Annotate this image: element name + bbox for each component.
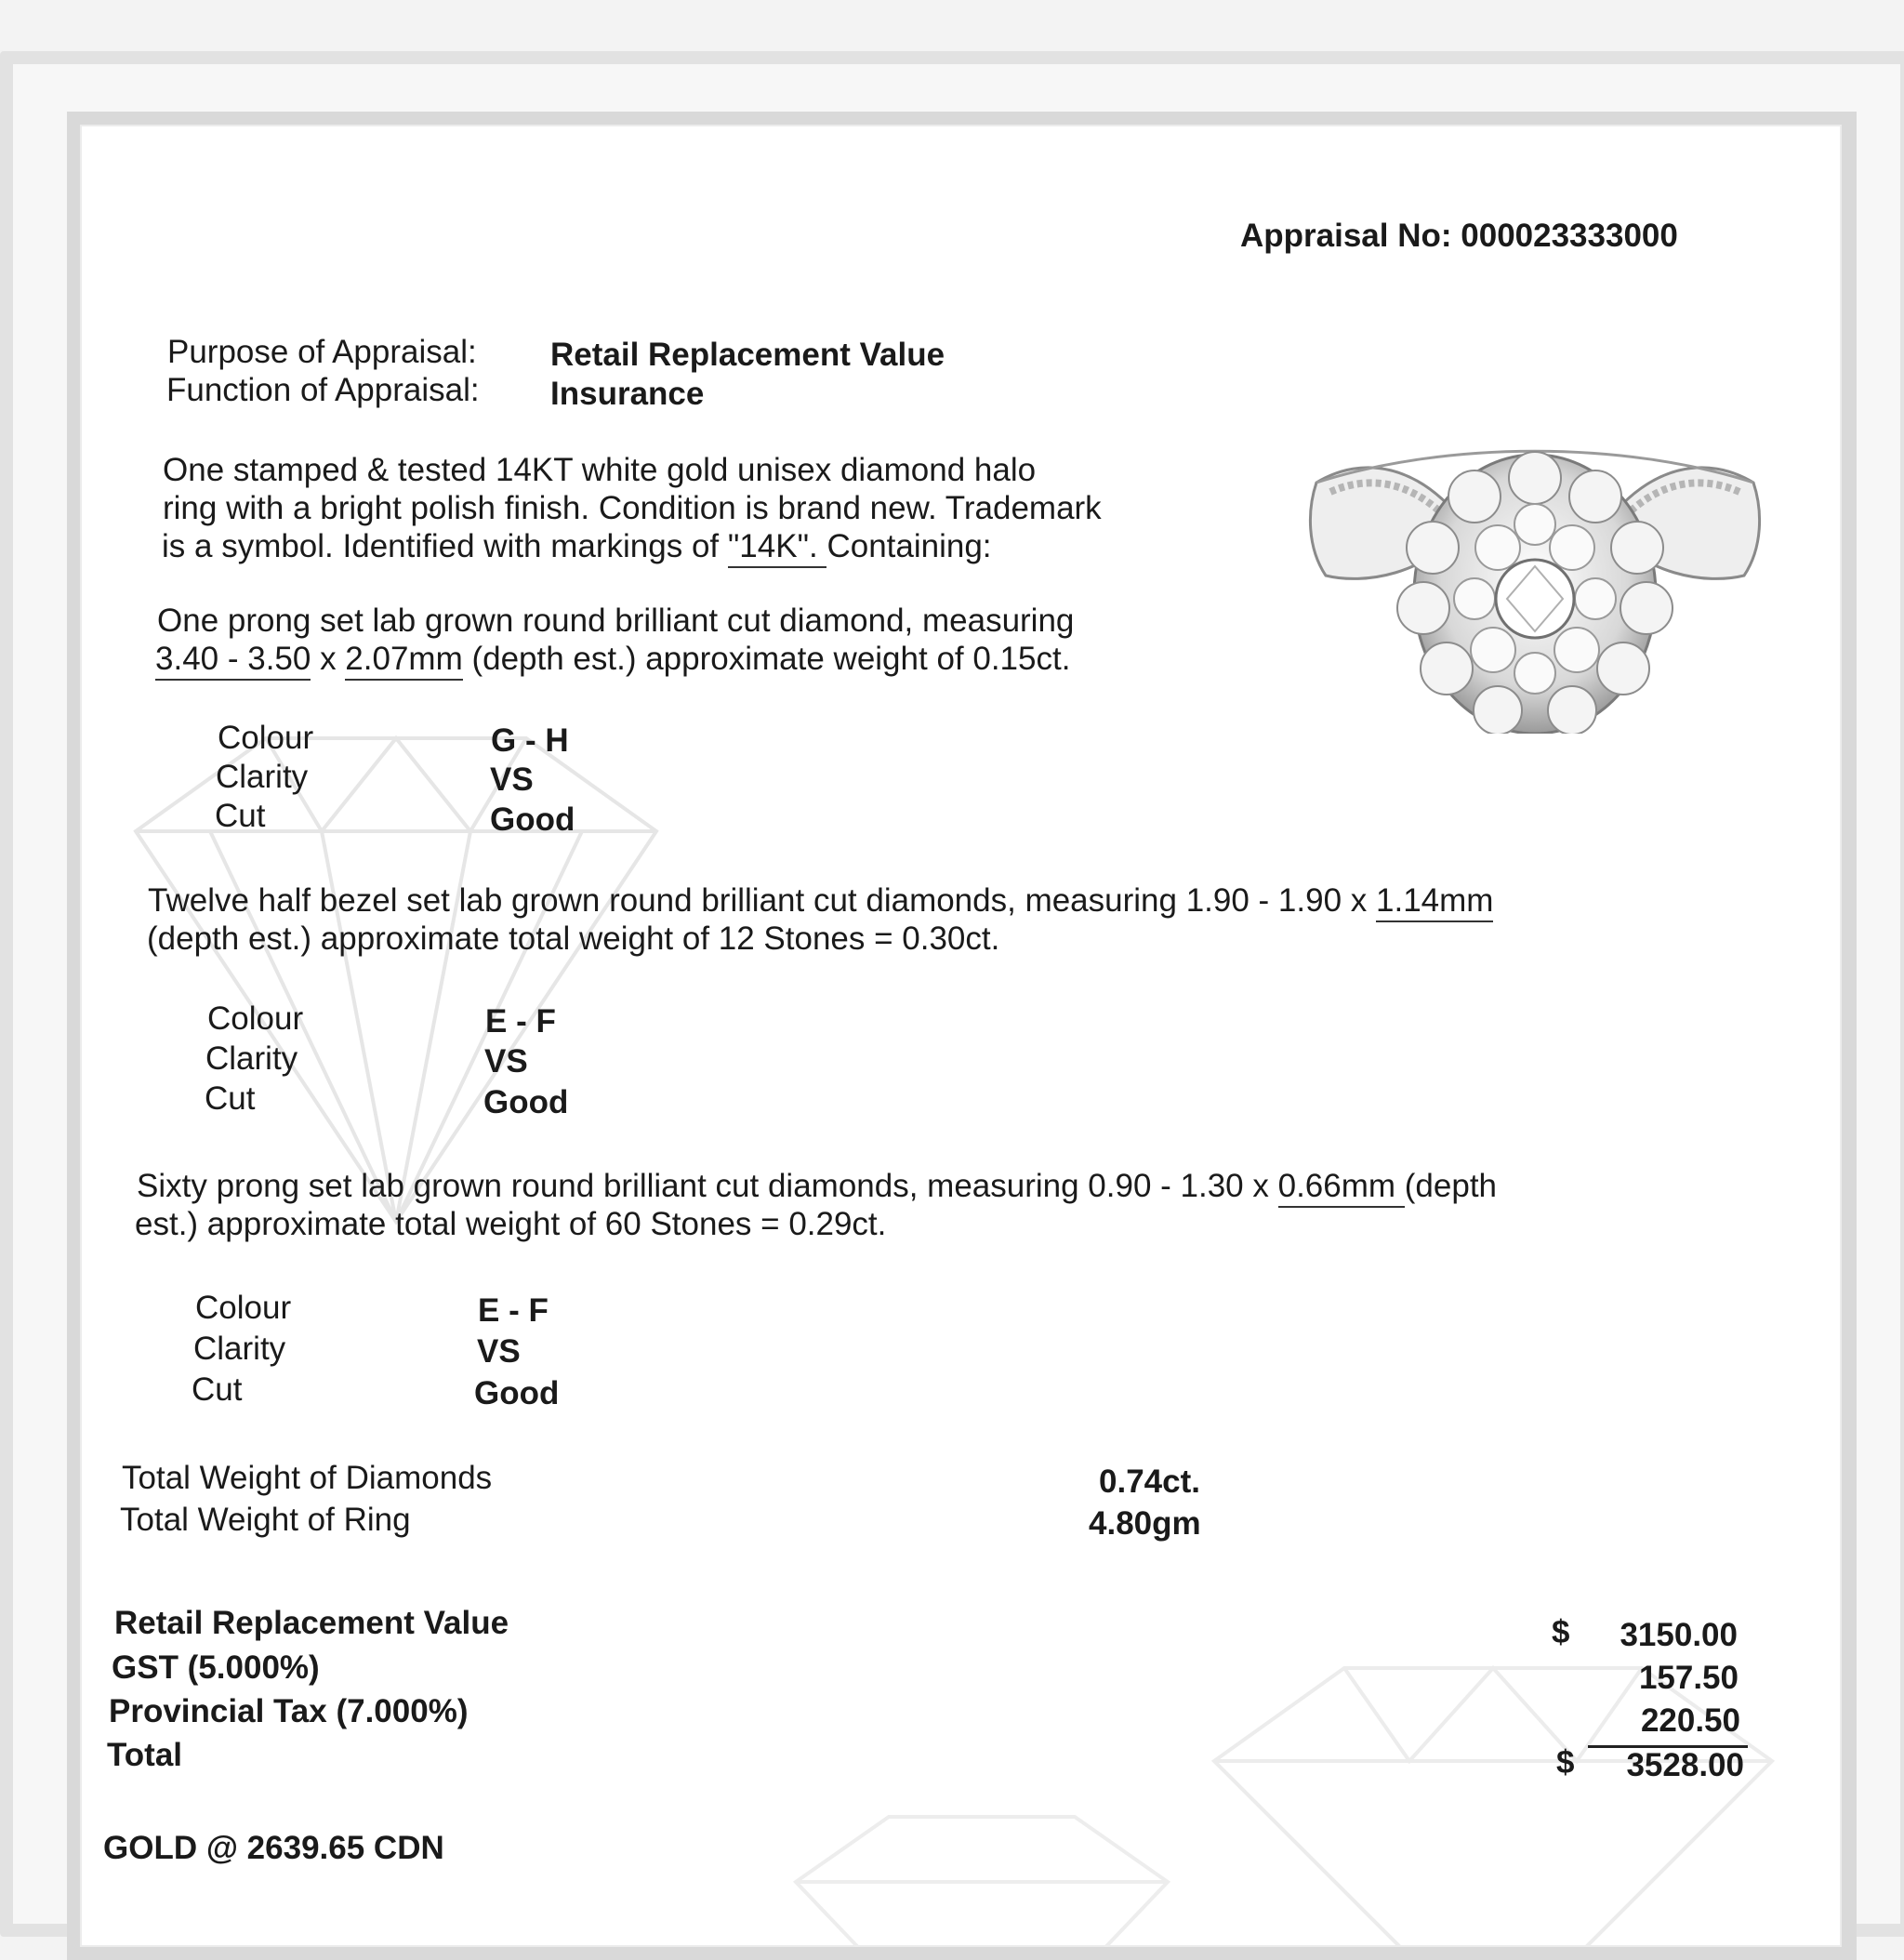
pst-value: 220.50	[1640, 1702, 1740, 1739]
stone1-rest: (depth est.) approximate weight of 0.15ct.	[462, 641, 1071, 677]
description-line-1: One stamped & tested 14KT white gold unisex diamond halo	[163, 452, 1037, 488]
appraisal-page	[67, 112, 1857, 1960]
stone3-line-1a: Sixty prong set lab grown round brilliant cut diamonds, measuring 0.90 - 1.30 x	[137, 1168, 1278, 1204]
stone2-line-1	[148, 882, 1493, 920]
appraisal-number: Appraisal No: 000023333000	[1240, 218, 1678, 254]
stone2-cut-value: Good	[483, 1084, 569, 1120]
stone3-line-1c: (depth	[1404, 1168, 1498, 1204]
stone1-cut-value: Good	[490, 801, 575, 838]
total-diamonds-label: Total Weight of Diamonds	[122, 1460, 493, 1496]
stone2-clarity-label: Clarity	[205, 1040, 298, 1077]
stone1-cut-label: Cut	[215, 798, 266, 834]
rrv-value: 3150.00	[1620, 1617, 1738, 1653]
description-line-2: ring with a bright polish finish. Condition is brand new. Trademark	[163, 490, 1102, 526]
stone3-cut-label: Cut	[192, 1371, 243, 1408]
stone1-x: x	[311, 641, 346, 677]
stone3-clarity-value: VS	[477, 1333, 521, 1370]
stone1-colour-label: Colour	[218, 720, 314, 756]
stone2-colour-label: Colour	[207, 1000, 304, 1037]
stone1-colour-value: G - H	[491, 722, 569, 759]
stone2-line-1a: Twelve half bezel set lab grown round brilliant cut diamonds, measuring 1.90 - 1.90 x	[148, 882, 1376, 919]
stone3-colour-label: Colour	[195, 1290, 292, 1326]
stone1-clarity-label: Clarity	[216, 759, 309, 795]
stone2-line-2: (depth est.) approximate total weight of 12 Stones = 0.30ct.	[147, 920, 1000, 957]
stone1-line-1: One prong set lab grown round brilliant cut diamond, measuring	[157, 603, 1075, 639]
gold-price: GOLD @ 2639.65 CDN	[103, 1830, 444, 1866]
description-line-3c: Containing:	[826, 528, 992, 564]
stone3-cut-value: Good	[474, 1375, 560, 1411]
function-label: Function of Appraisal:	[166, 372, 480, 408]
total-ring-label: Total Weight of Ring	[120, 1502, 411, 1538]
description-line-3a: is a symbol. Identified with markings of	[162, 528, 728, 564]
stone3-clarity-label: Clarity	[193, 1331, 286, 1367]
marking-14k: "14K".	[728, 528, 827, 568]
stone3-line-2: est.) approximate total weight of 60 Stones = 0.29ct.	[135, 1206, 887, 1242]
diamond-watermark-left	[61, 720, 731, 1240]
stone1-depth: 2.07mm	[345, 641, 462, 681]
stone3-line-1	[137, 1168, 1497, 1205]
stone2-depth: 1.14mm	[1376, 882, 1493, 922]
stone3-colour-value: E - F	[478, 1292, 549, 1329]
rrv-label: Retail Replacement Value	[114, 1605, 509, 1641]
function-value: Insurance	[550, 376, 705, 412]
pst-label: Provincial Tax (7.000%)	[109, 1693, 469, 1729]
stone3-depth: 0.66mm	[1278, 1168, 1405, 1208]
total-currency: $	[1556, 1744, 1575, 1781]
total-diamonds-value: 0.74ct.	[1099, 1463, 1200, 1500]
diamond-watermark-bottom	[768, 1798, 1196, 1947]
description-line-3	[162, 528, 992, 565]
stone2-colour-value: E - F	[485, 1003, 556, 1040]
stone1-line-2	[155, 641, 1070, 678]
gst-value: 157.50	[1638, 1660, 1739, 1696]
purpose-label: Purpose of Appraisal:	[167, 334, 477, 370]
total-ring-value: 4.80gm	[1089, 1505, 1201, 1542]
stone1-measurement: 3.40 - 3.50	[155, 641, 311, 681]
total-value: 3528.00	[1626, 1747, 1744, 1783]
rrv-currency: $	[1552, 1614, 1570, 1650]
purpose-value: Retail Replacement Value	[550, 337, 945, 373]
gst-label: GST (5.000%)	[112, 1649, 320, 1686]
stone2-cut-label: Cut	[205, 1080, 256, 1117]
stone1-clarity-value: VS	[490, 761, 534, 798]
total-label: Total	[107, 1737, 183, 1773]
ring-photo	[1307, 436, 1763, 734]
stone2-clarity-value: VS	[484, 1043, 528, 1079]
